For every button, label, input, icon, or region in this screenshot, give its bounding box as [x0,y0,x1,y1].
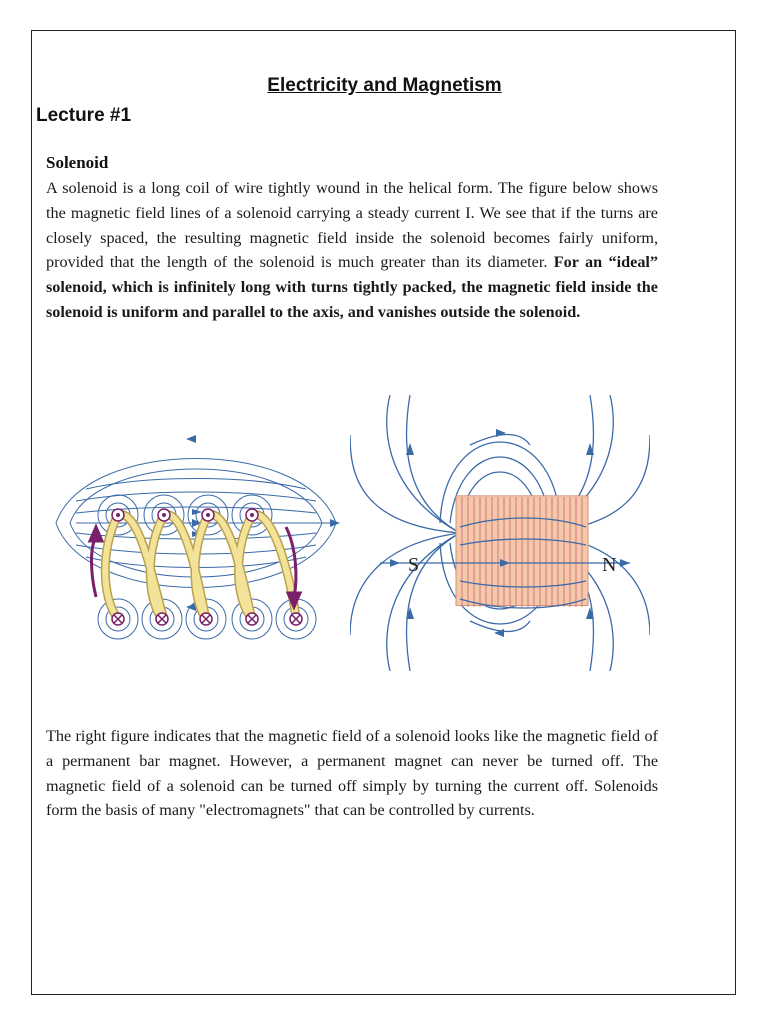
document-title: Electricity and Magnetism [267,75,502,96]
paragraph-bar-magnet: The right figure indicates that the magnetic field of a solenoid looks like the magnetic field of a permanent bar magnet. However, a permanent magnet can never be turned off. The magnetic field of a solenoid can be turned off simply by turning the current off. Solenoids form the basis of many "electromagnets" that can be controlled by currents. [46,727,658,820]
section-heading: Solenoid [46,153,109,172]
windings [462,497,582,607]
field-line [387,395,460,533]
current-crosses [112,613,302,625]
field-line [470,621,530,632]
pole-label-north: N [602,554,617,576]
field-line [350,533,460,635]
field-line [86,479,306,490]
document-page [31,30,736,995]
lecture-heading: Lecture #1 [36,105,132,126]
current-dot-centers [116,513,254,517]
solenoid-coil-figure [46,397,344,647]
paragraph-bold-text: For an “ideal” solenoid, which is infinitely long with turns tightly packed, the magnetic field inside the solenoid is uniform and parallel to the axis, and vanishes outside the solenoid. [46,253,658,321]
paragraph-solenoid-intro [46,176,658,325]
field-line [387,533,460,671]
pole-label-south: S [408,554,420,576]
field-line [470,435,530,446]
bar-magnet-field-figure [350,395,650,671]
paragraph-text: A solenoid is a long coil of wire tightly wound in the helical form. The figure below shows the magnetic field lines of a solenoid carrying a steady current I. We see that if the turns are closely spaced, the resulting magnetic field inside the solenoid becomes fairly uniform, provided that the length of the solenoid is much greater than its diameter. [46,179,658,272]
field-line [76,492,316,501]
